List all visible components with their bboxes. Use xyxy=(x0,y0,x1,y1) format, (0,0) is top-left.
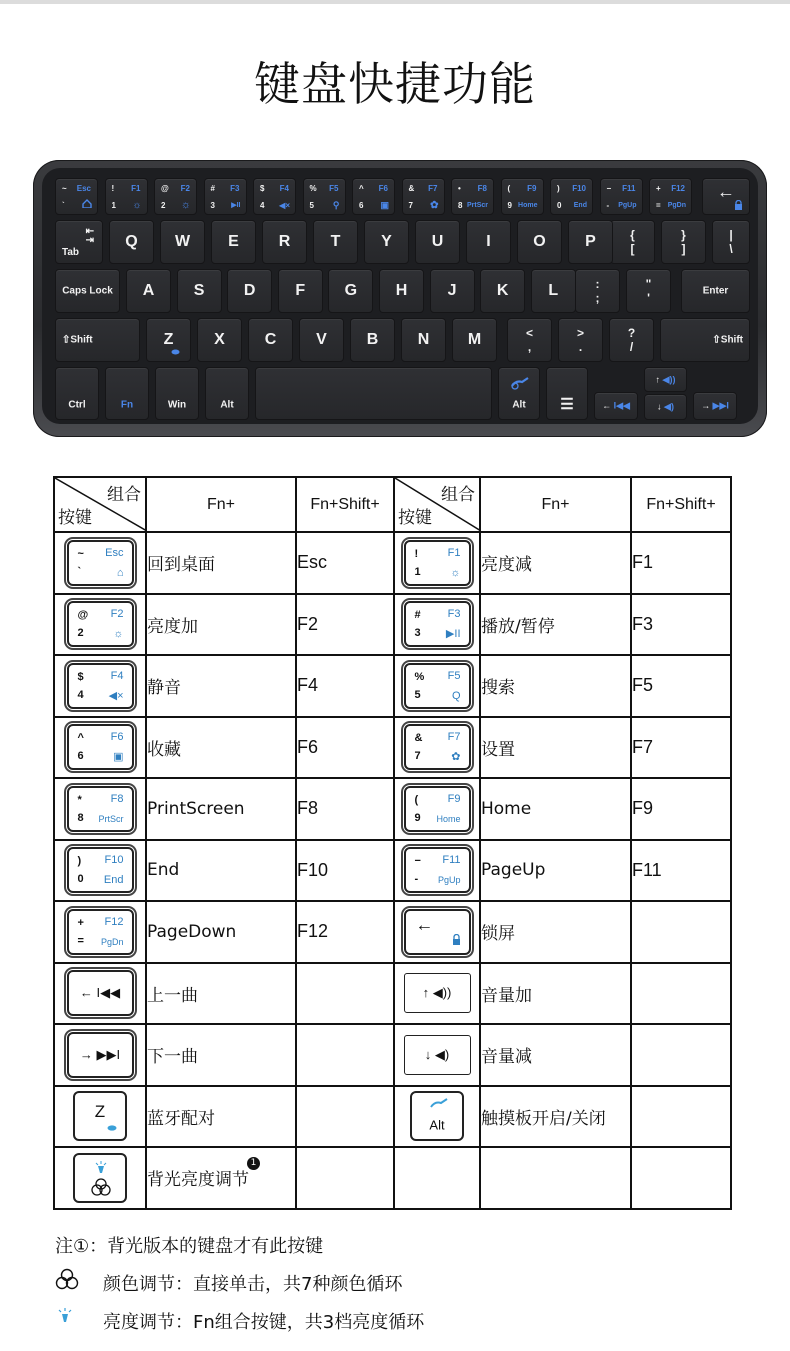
key-arrow-up: ↑ ◀)) xyxy=(644,367,687,392)
key-f: F xyxy=(278,269,323,313)
fn-shift-function-cell: F7 xyxy=(631,717,731,779)
key-f9: ( F9 9 Home xyxy=(501,178,544,215)
key-z: Z xyxy=(146,318,191,362)
favorite-icon: ▣ xyxy=(380,200,389,210)
key-illustration-cell xyxy=(54,532,146,594)
note-brightness-adjust: 亮度调节：Fn组合按键，共3档亮度循环 xyxy=(55,1304,424,1342)
fn-function-cell: 上一曲 xyxy=(146,963,296,1025)
key-illustration-cell xyxy=(54,1086,146,1148)
key-menu xyxy=(546,367,588,420)
shortcut-table xyxy=(53,476,732,1210)
key-m: M xyxy=(452,318,497,362)
page-title: 键盘快捷功能 xyxy=(254,57,536,111)
key-x: X xyxy=(197,318,242,362)
header-fn-right: Fn+ xyxy=(480,477,631,532)
fn-function-cell: 亮度加 xyxy=(146,594,296,656)
fn-shift-function-cell: F6 xyxy=(296,717,394,779)
key-caps-lock: Caps Lock xyxy=(55,269,120,313)
key-backspace: ← xyxy=(702,178,750,215)
keycap-icon: @ F2 2 ☼ xyxy=(67,601,134,647)
key-illustration-cell xyxy=(394,1024,480,1086)
key-e: E xyxy=(211,220,256,264)
touchpad-icon xyxy=(428,1097,450,1116)
backlight-brightness-icon xyxy=(55,1304,103,1342)
key-illustration-cell xyxy=(394,901,480,963)
keycap-icon: − F11 - PgUp xyxy=(404,847,471,893)
fn-function-cell: PageUp xyxy=(480,840,631,902)
fn-shift-function-cell xyxy=(296,1024,394,1086)
keycap-icon: ^ F6 6 ▣ xyxy=(67,724,134,770)
color-cycle-icon xyxy=(55,1266,103,1304)
keycap-icon: → ▶▶I xyxy=(67,1032,134,1078)
key-f12: + F12 = PgDn xyxy=(649,178,692,215)
fn-function-cell: 锁屏 xyxy=(480,901,631,963)
fn-shift-function-cell: F10 xyxy=(296,840,394,902)
fn-function-cell: PrintScreen xyxy=(146,778,296,840)
table-row xyxy=(54,1086,731,1148)
key-o: O xyxy=(517,220,562,264)
key-f5: % F5 5 ⚲ xyxy=(303,178,346,215)
brightness-down-icon: ☼ xyxy=(132,200,142,211)
fn-shift-function-cell: F9 xyxy=(631,778,731,840)
key-f6: ^ F6 6 ▣ xyxy=(352,178,395,215)
keycap-icon: # F3 3 ▶II xyxy=(404,601,471,647)
key-arrow-left: ← I◀◀ xyxy=(594,392,638,420)
keycap-icon: + F12 = PgDn xyxy=(67,909,134,955)
keycap-icon: Alt xyxy=(410,1091,464,1141)
key-r: R xyxy=(262,220,307,264)
fn-function-cell: 蓝牙配对 xyxy=(146,1086,296,1148)
keyboard-deck xyxy=(42,168,758,424)
keycap-icon: * F8 8 PrtScr xyxy=(67,786,134,832)
key-left-alt: Alt xyxy=(205,367,249,420)
corner-header-right: 组合 按键 xyxy=(394,477,480,532)
footnote-marker: 1 xyxy=(247,1157,260,1170)
key-y: Y xyxy=(364,220,409,264)
key-k: K xyxy=(480,269,525,313)
keycap-icon xyxy=(73,1153,127,1203)
previous-track-icon: I◀◀ xyxy=(613,400,630,411)
fn-function-cell: 背光亮度调节1 xyxy=(146,1147,296,1209)
fn-function-cell: 设置 xyxy=(480,717,631,779)
fn-function-cell: 音量加 xyxy=(480,963,631,1025)
fn-shift-function-cell: F2 xyxy=(296,594,394,656)
key-space xyxy=(255,367,492,420)
fn-shift-function-cell xyxy=(631,1147,731,1209)
fn-shift-function-cell xyxy=(631,963,731,1025)
key-f8: • F8 8 PrtScr xyxy=(451,178,494,215)
table-row xyxy=(54,594,731,656)
fn-shift-function-cell xyxy=(631,1024,731,1086)
fn-function-cell: 下一曲 xyxy=(146,1024,296,1086)
fn-shift-function-cell xyxy=(296,1086,394,1148)
key-l: L xyxy=(531,269,576,313)
key-esc: ~ Esc ` xyxy=(55,178,98,215)
key-bracket-open: { [ xyxy=(610,220,655,264)
fn-shift-function-cell xyxy=(296,1147,394,1209)
keycap-icon: ↓ ◀) xyxy=(404,1035,471,1075)
key-illustration-cell xyxy=(54,1147,146,1209)
table-header-row xyxy=(54,477,731,532)
key-illustration-cell xyxy=(394,717,480,779)
table-row xyxy=(54,901,731,963)
settings-icon: ✿ xyxy=(430,200,439,211)
volume-up-icon: ◀)) xyxy=(662,374,676,384)
fn-shift-function-cell: F11 xyxy=(631,840,731,902)
key-v: V xyxy=(299,318,344,362)
key-f4: $ F4 4 ◀× xyxy=(253,178,296,215)
key-fn: Fn xyxy=(105,367,149,420)
note-footnote: 注①：背光版本的键盘才有此按键 xyxy=(55,1236,324,1257)
key-pipe: | \ xyxy=(712,220,750,264)
key-illustration-cell xyxy=(54,717,146,779)
menu-icon: ☰ xyxy=(560,395,574,413)
table-row xyxy=(54,1024,731,1086)
search-icon: ⚲ xyxy=(332,200,340,210)
key-i: I xyxy=(466,220,511,264)
key-slash: ? / xyxy=(609,318,654,362)
keycap-icon: ! F1 1 ☼ xyxy=(404,540,471,586)
key-c: C xyxy=(248,318,293,362)
fn-function-cell: 亮度减 xyxy=(480,532,631,594)
key-illustration-cell xyxy=(54,1024,146,1086)
key-right-shift: ⇧Shift xyxy=(660,318,750,362)
key-ctrl: Ctrl xyxy=(55,367,99,420)
keycap-icon: ← xyxy=(404,909,471,955)
key-a: A xyxy=(126,269,171,313)
top-border xyxy=(0,0,790,4)
keycap-icon: Z xyxy=(73,1091,127,1141)
brightness-up-icon: ☼ xyxy=(180,199,191,211)
key-semicolon: : ; xyxy=(575,269,620,313)
fn-shift-function-cell: F3 xyxy=(631,594,731,656)
key-w: W xyxy=(160,220,205,264)
keycap-icon: ↑ ◀)) xyxy=(404,973,471,1013)
fn-function-cell: 音量减 xyxy=(480,1024,631,1086)
lock-icon xyxy=(734,200,743,210)
fn-shift-function-cell: F5 xyxy=(631,655,731,717)
touchpad-icon xyxy=(510,376,532,390)
corner-header-left: 组合 按键 xyxy=(54,477,146,532)
keyboard-illustration xyxy=(33,160,767,437)
volume-down-icon: ◀) xyxy=(664,401,674,412)
fn-function-cell: 静音 xyxy=(146,655,296,717)
key-left-shift: ⇧Shift xyxy=(55,318,140,362)
key-arrow-down: ↓ ◀) xyxy=(644,394,687,420)
key-illustration-cell xyxy=(54,901,146,963)
note-color-adjust: 颜色调节：直接单击，共7种颜色循环 xyxy=(55,1266,424,1304)
mute-icon: ◀× xyxy=(279,201,290,210)
fn-function-cell: 收藏 xyxy=(146,717,296,779)
key-f7: & F7 7 ✿ xyxy=(402,178,445,215)
fn-shift-function-cell xyxy=(631,1086,731,1148)
table-row xyxy=(54,963,731,1025)
key-b: B xyxy=(350,318,395,362)
key-bracket-close: } ] xyxy=(661,220,706,264)
key-illustration-cell xyxy=(54,840,146,902)
key-f10: ) F10 0 End xyxy=(550,178,593,215)
lock-icon xyxy=(452,934,461,948)
table-row xyxy=(54,532,731,594)
fn-function-cell: End xyxy=(146,840,296,902)
notes-section xyxy=(55,1228,424,1342)
table-row xyxy=(54,840,731,902)
bluetooth-icon xyxy=(107,1122,117,1134)
key-comma: < , xyxy=(507,318,552,362)
header-fn-shift-right: Fn+Shift+ xyxy=(631,477,731,532)
fn-function-cell: 回到桌面 xyxy=(146,532,296,594)
key-illustration-cell xyxy=(54,778,146,840)
table-row xyxy=(54,778,731,840)
keycap-icon: % F5 5 Q xyxy=(404,663,471,709)
fn-function-cell: Home xyxy=(480,778,631,840)
bluetooth-pair-icon xyxy=(171,348,180,357)
key-t: T xyxy=(313,220,358,264)
key-g: G xyxy=(328,269,373,313)
key-enter: Enter xyxy=(681,269,750,313)
header-fn-shift-left: Fn+Shift+ xyxy=(296,477,394,532)
key-u: U xyxy=(415,220,460,264)
key-f2: @ F2 2 ☼ xyxy=(154,178,197,215)
key-p: P xyxy=(568,220,613,264)
table-row xyxy=(54,655,731,717)
key-f1: ! F1 1 ☼ xyxy=(105,178,148,215)
key-d: D xyxy=(227,269,272,313)
key-illustration-cell xyxy=(394,594,480,656)
key-tab: ⇤ ⇥ Tab xyxy=(55,220,103,264)
fn-shift-function-cell xyxy=(296,963,394,1025)
key-h: H xyxy=(379,269,424,313)
table-row xyxy=(54,717,731,779)
backlight-icon xyxy=(87,1160,115,1198)
fn-shift-function-cell: F8 xyxy=(296,778,394,840)
home-icon xyxy=(82,199,92,210)
fn-function-cell: PageDown xyxy=(146,901,296,963)
key-illustration-cell xyxy=(394,532,480,594)
keycap-icon: $ F4 4 ◀× xyxy=(67,663,134,709)
key-right-alt-touchpad: Alt xyxy=(498,367,540,420)
key-period: > . xyxy=(558,318,603,362)
key-f11: − F11 - PgUp xyxy=(600,178,643,215)
keycap-icon: ) F10 0 End xyxy=(67,847,134,893)
fn-function-cell: 搜索 xyxy=(480,655,631,717)
key-j: J xyxy=(430,269,475,313)
fn-function-cell xyxy=(480,1147,631,1209)
keycap-icon: ( F9 9 Home xyxy=(404,786,471,832)
header-fn-left: Fn+ xyxy=(146,477,296,532)
fn-shift-function-cell: Esc xyxy=(296,532,394,594)
key-illustration-cell xyxy=(394,840,480,902)
keycap-icon: & F7 7 ✿ xyxy=(404,724,471,770)
key-illustration-cell xyxy=(394,1147,480,1209)
key-illustration-cell xyxy=(54,655,146,717)
key-illustration-cell xyxy=(54,594,146,656)
key-arrow-right: → ▶▶I xyxy=(693,392,737,420)
tab-arrows-icon: ⇤ ⇥ xyxy=(85,226,94,246)
key-q: Q xyxy=(109,220,154,264)
fn-shift-function-cell: F4 xyxy=(296,655,394,717)
key-illustration-cell xyxy=(394,655,480,717)
key-illustration-cell xyxy=(394,778,480,840)
key-f3: # F3 3 ▶II xyxy=(204,178,247,215)
fn-function-cell: 触摸板开启/关闭 xyxy=(480,1086,631,1148)
fn-shift-function-cell xyxy=(631,901,731,963)
table-row xyxy=(54,1147,731,1209)
key-n: N xyxy=(401,318,446,362)
fn-function-cell: 播放/暂停 xyxy=(480,594,631,656)
key-illustration-cell xyxy=(54,963,146,1025)
key-quote: " ' xyxy=(626,269,671,313)
keycap-icon: ~ Esc ` ⌂ xyxy=(67,540,134,586)
fn-shift-function-cell: F12 xyxy=(296,901,394,963)
fn-shift-function-cell: F1 xyxy=(631,532,731,594)
next-track-icon: ▶▶I xyxy=(712,400,729,411)
key-illustration-cell xyxy=(394,1086,480,1148)
key-s: S xyxy=(177,269,222,313)
keycap-icon: ← I◀◀ xyxy=(67,970,134,1016)
key-win: Win xyxy=(155,367,199,420)
key-illustration-cell xyxy=(394,963,480,1025)
